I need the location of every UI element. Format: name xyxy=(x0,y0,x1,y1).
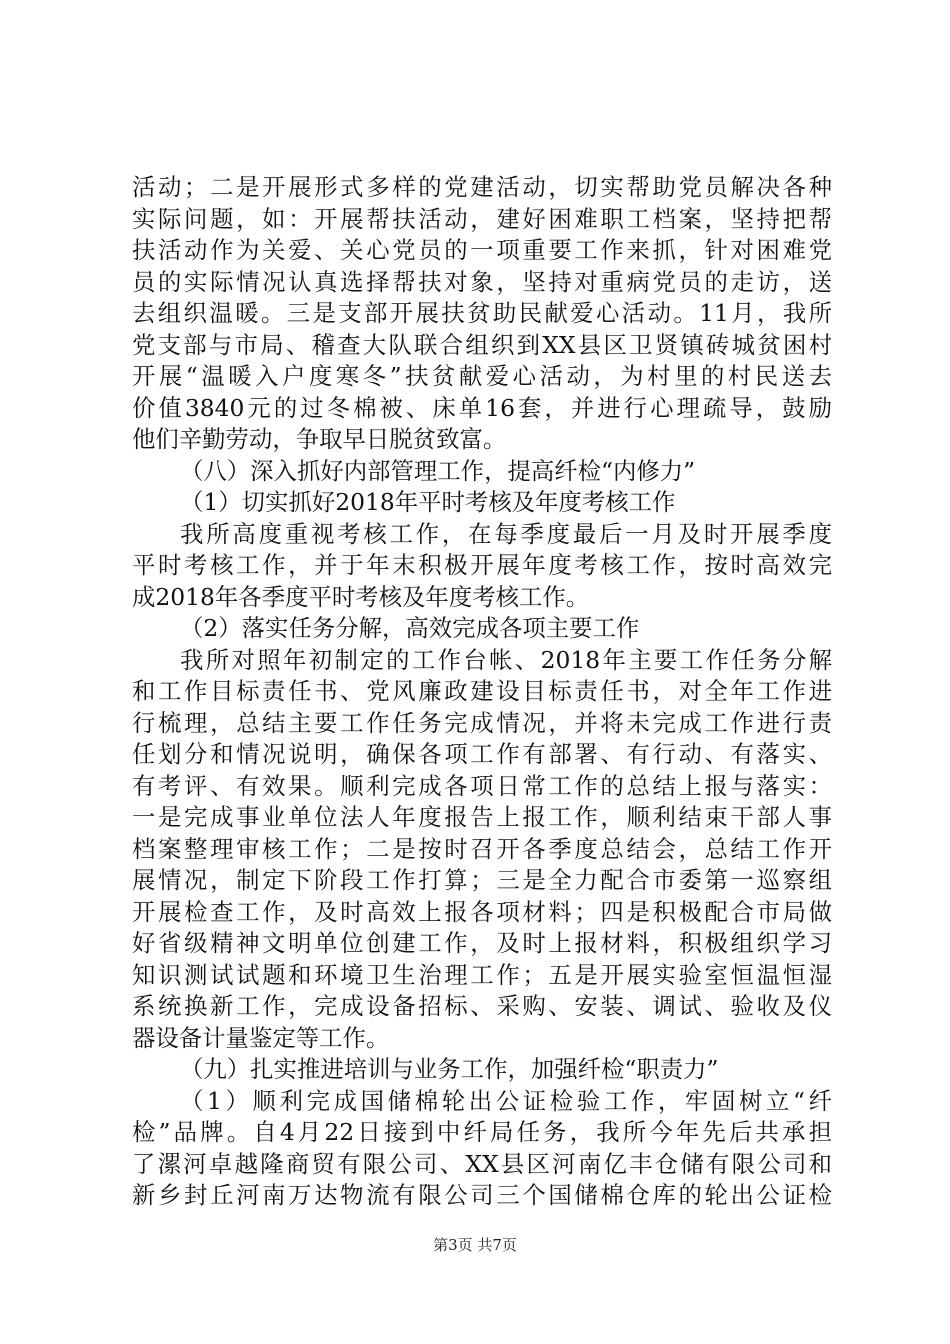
text-line: 档案整理审核工作；二是按时召开各季度总结会，总结工作开 xyxy=(132,834,832,863)
subsection-heading: （1）切实抓好2018年平时考核及年度考核工作 xyxy=(180,488,676,516)
text-line: 成2018年各季度平时考核及年度考核工作。 xyxy=(132,582,590,611)
text-line: 知识测试试题和环境卫生治理工作；五是开展实验室恒温恒湿 xyxy=(132,960,832,989)
text-line: 检”品牌。自4月22日接到中纤局任务，我所今年先后共承担 xyxy=(132,1118,832,1146)
section-heading: （九）扎实推进培训与业务工作，加强纤检“职责力” xyxy=(180,1055,719,1083)
document-body xyxy=(132,172,832,1212)
text-line: 我所对照年初制定的工作台帐、2018年主要工作任务分解 xyxy=(180,645,832,674)
text-line: 了漯河卓越隆商贸有限公司、XX县区河南亿丰仓储有限公司和 xyxy=(132,1149,832,1178)
page-footer: 第3页 共7页 xyxy=(433,1236,517,1254)
text-line: 价值3840元的过冬棉被、床单16套，并进行心理疏导，鼓励 xyxy=(132,393,832,422)
text-line: 行梳理，总结主要工作任务完成情况，并将未完成工作进行责 xyxy=(132,708,832,737)
text-line: 活动；二是开展形式多样的党建活动，切实帮助党员解决各种 xyxy=(132,173,832,201)
text-line: 器设备计量鉴定等工作。 xyxy=(132,1023,390,1052)
subsection-heading: （2）落实任务分解，高效完成各项主要工作 xyxy=(180,614,640,642)
text-line: 有考评、有效果。顺利完成各项日常工作的总结上报与落实： xyxy=(132,771,832,800)
text-line: 去组织温暖。三是支部开展扶贫助民献爱心活动。11月，我所 xyxy=(132,299,832,327)
text-line: 和工作目标责任书、党风廉政建设目标责任书，对全年工作进 xyxy=(132,677,832,705)
subsection-heading: （1）顺利完成国储棉轮出公证检验工作，牢固树立“纤 xyxy=(180,1086,832,1115)
text-line: 系统换新工作，完成设备招标、采购、安装、调试、验收及仪 xyxy=(132,992,832,1020)
text-line: 开展“温暖入户度寒冬”扶贫献爱心活动，为村里的村民送去 xyxy=(132,362,832,390)
text-line: 党支部与市局、稽查大队联合组织到XX县区卫贤镇砖城贫困村 xyxy=(132,330,832,359)
text-line: 实际问题，如：开展帮扶活动，建好困难职工档案，坚持把帮 xyxy=(132,204,832,233)
text-line: 开展检查工作，及时高效上报各项材料；四是积极配合市局做 xyxy=(132,897,832,926)
text-line: 员的实际情况认真选择帮扶对象，坚持对重病党员的走访，送 xyxy=(132,267,832,296)
text-line: 我所高度重视考核工作，在每季度最后一月及时开展季度 xyxy=(180,519,832,548)
text-line: 展情况，制定下阶段工作打算；三是全力配合市委第一巡察组 xyxy=(132,866,832,894)
section-heading: （八）深入抓好内部管理工作，提高纤检“内修力” xyxy=(180,456,696,485)
text-line: 平时考核工作，并于年末积极开展年度考核工作，按时高效完 xyxy=(132,551,832,579)
text-line: 一是完成事业单位法人年度报告上报工作，顺利结束干部人事 xyxy=(132,803,832,831)
text-line: 新乡封丘河南万达物流有限公司三个国储棉仓库的轮出公证检 xyxy=(132,1181,832,1209)
text-line: 他们辛勤劳动，争取早日脱贫致富。 xyxy=(132,425,507,453)
text-line: 任划分和情况说明，确保各项工作有部署、有行动、有落实、 xyxy=(132,740,832,768)
text-line: 扶活动作为关爱、关心党员的一项重要工作来抓，针对困难党 xyxy=(132,236,832,264)
text-line: 好省级精神文明单位创建工作，及时上报材料，积极组织学习 xyxy=(132,929,832,957)
